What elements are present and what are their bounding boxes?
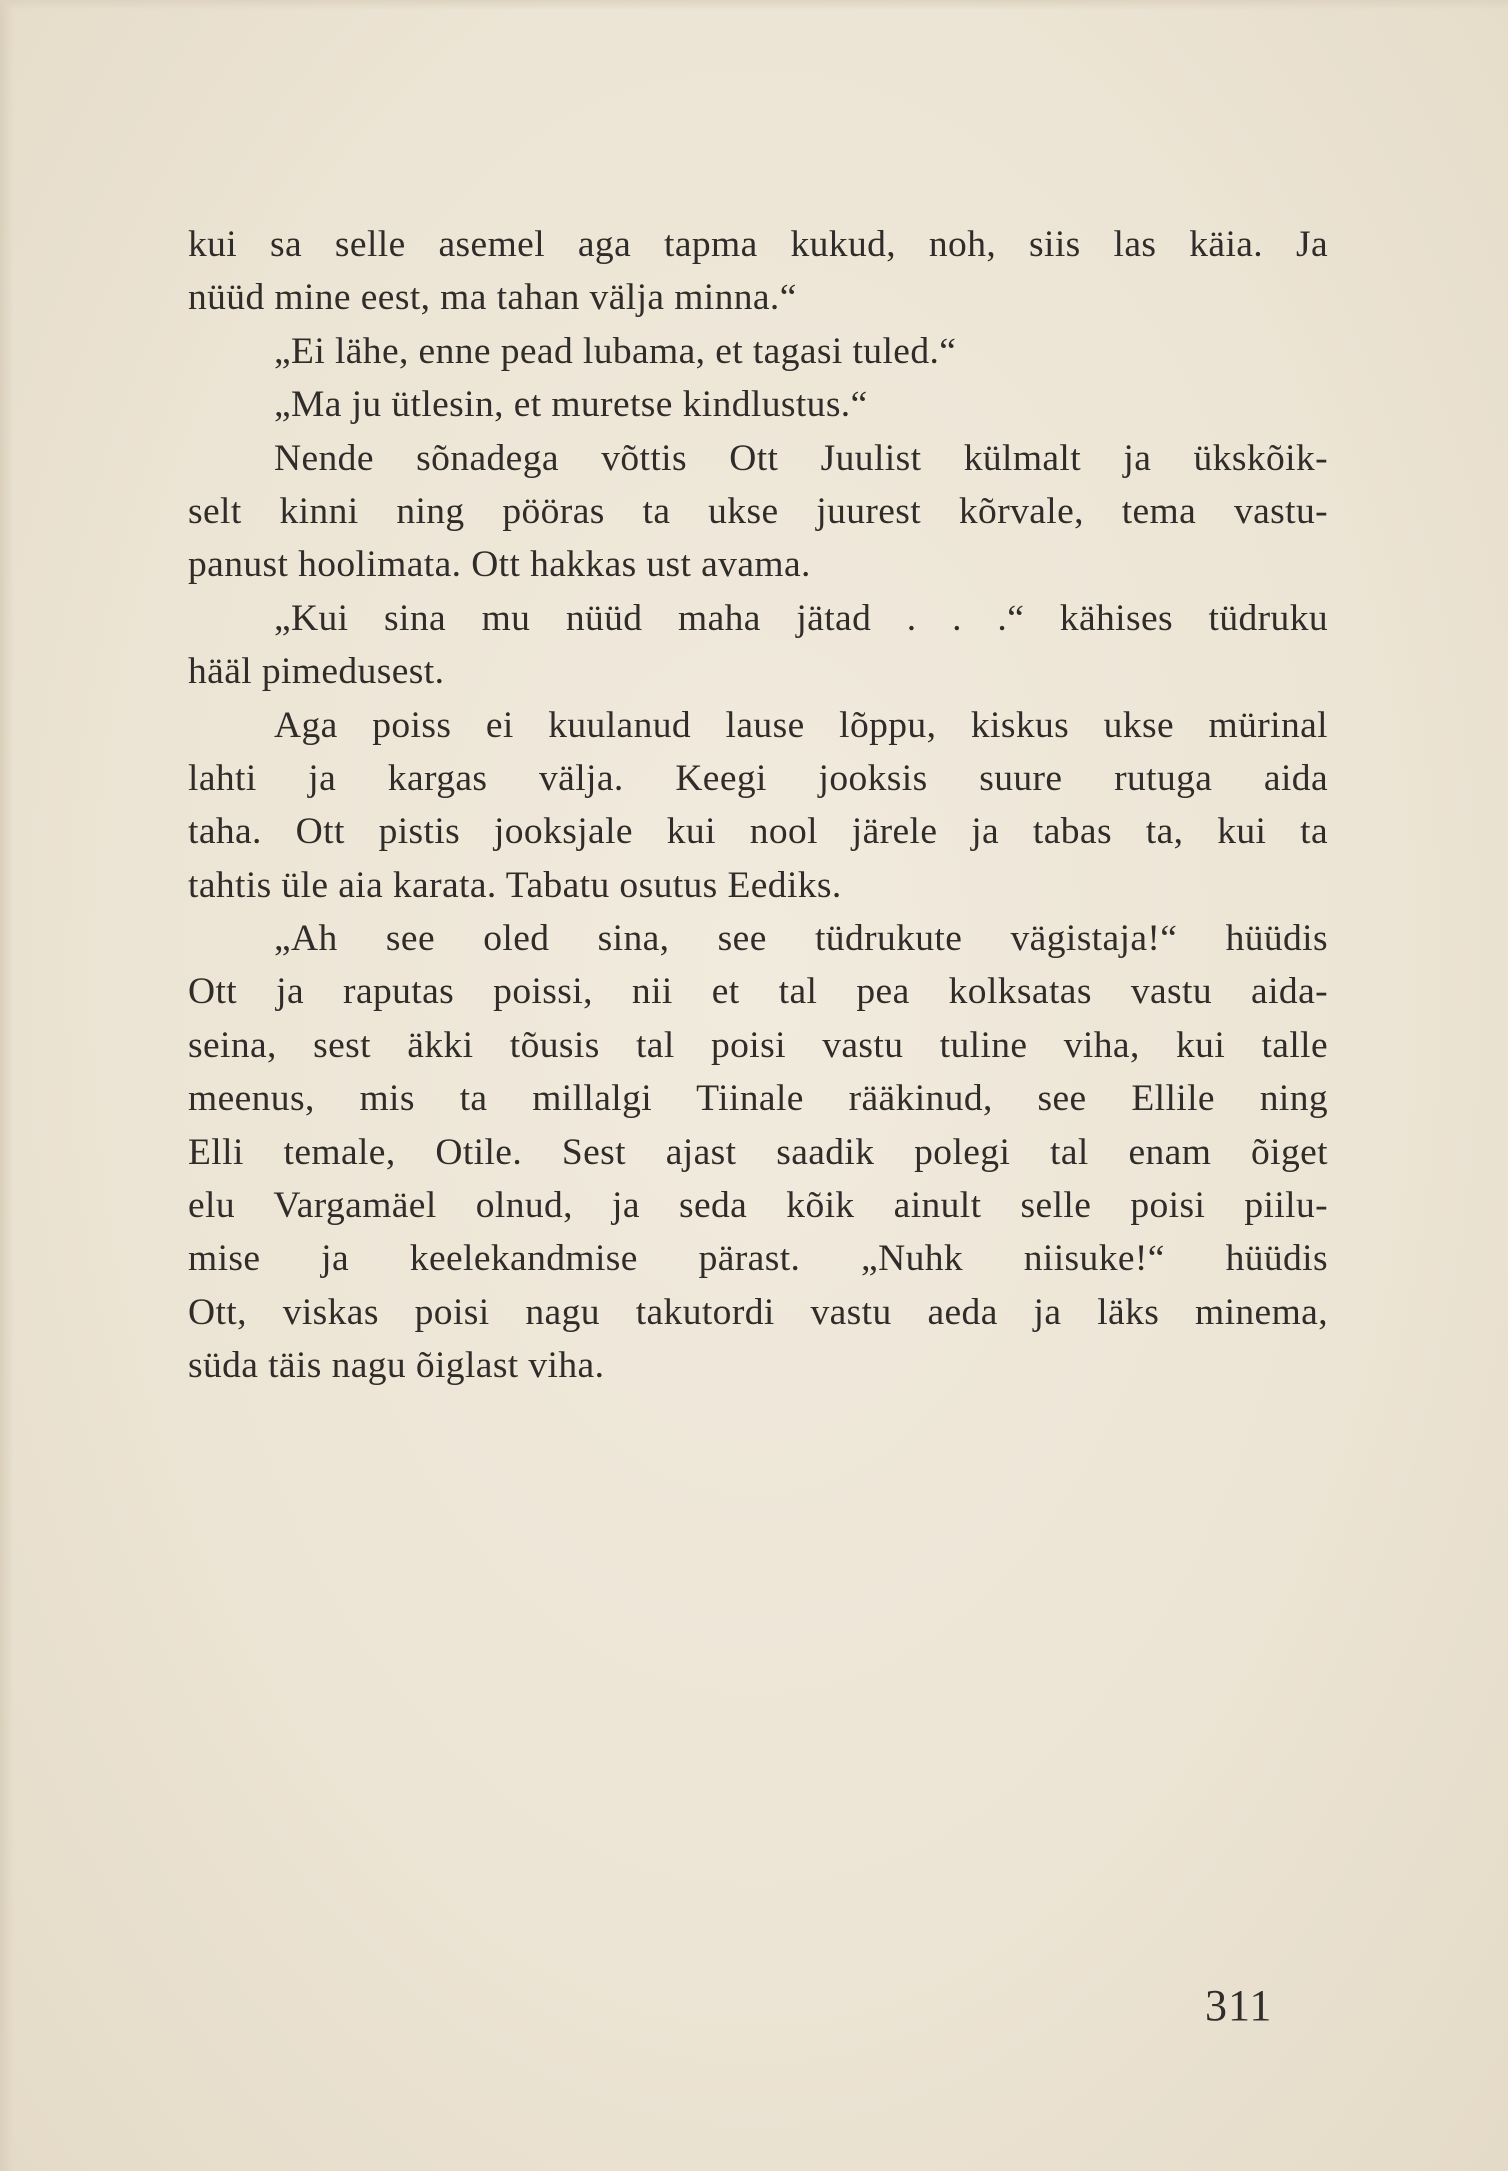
body-text — [188, 218, 1328, 1393]
text-line: lahti ja kargas välja. Keegi jooksis suure rutuga aida — [188, 757, 1328, 799]
text-line: selt kinni ning pööras ta ukse juurest kõrvale, tema vastu- — [188, 490, 1328, 532]
text-line: nüüd mine eest, ma tahan välja minna.“ — [188, 277, 797, 319]
page-number: 311 — [1205, 1981, 1273, 2030]
text-line: panust hoolimata. Ott hakkas ust avama. — [188, 544, 811, 586]
text-line: „Kui sina mu nüüd maha jätad . . .“ kähises tüdruku — [274, 597, 1328, 639]
text-line: tahtis üle aia karata. Tabatu osutus Eediks. — [188, 864, 842, 906]
text-line: Aga poiss ei kuulanud lause lõppu, kiskus ukse mürinal — [274, 704, 1328, 746]
text-line: „Ma ju ütlesin, et muretse kindlustus.“ — [274, 384, 868, 426]
text-line: Elli temale, Otile. Sest ajast saadik polegi tal enam õiget — [188, 1131, 1328, 1173]
text-line: Ott, viskas poisi nagu takutordi vastu aeda ja läks minema, — [188, 1291, 1328, 1333]
text-line: „Ah see oled sina, see tüdrukute vägistaja!“ hüüdis — [274, 918, 1328, 960]
text-line: taha. Ott pistis jooksjale kui nool järele ja tabas ta, kui ta — [188, 811, 1328, 853]
text-line: süda täis nagu õiglast viha. — [188, 1345, 605, 1387]
text-line: kui sa selle asemel aga tapma kukud, noh, siis las käia. Ja — [188, 224, 1328, 265]
text-line: meenus, mis ta millalgi Tiinale rääkinud, see Ellile ning — [188, 1078, 1328, 1120]
page-top-edge — [0, 0, 1508, 10]
text-line: seina, sest äkki tõusis tal poisi vastu tuline viha, kui talle — [188, 1024, 1328, 1066]
text-line: mise ja keelekandmise pärast. „Nuhk niisuke!“ hüüdis — [188, 1238, 1328, 1280]
text-line: „Ei lähe, enne pead lubama, et tagasi tuled.“ — [274, 330, 957, 372]
text-line: elu Vargamäel olnud, ja seda kõik ainult selle poisi piilu- — [188, 1185, 1328, 1227]
text-line: hääl pimedusest. — [188, 651, 445, 693]
text-line: Ott ja raputas poissi, nii et tal pea kolksatas vastu aida- — [188, 971, 1328, 1013]
page-left-edge — [0, 0, 14, 2171]
text-line: Nende sõnadega võttis Ott Juulist külmalt ja ükskõik- — [274, 437, 1328, 479]
